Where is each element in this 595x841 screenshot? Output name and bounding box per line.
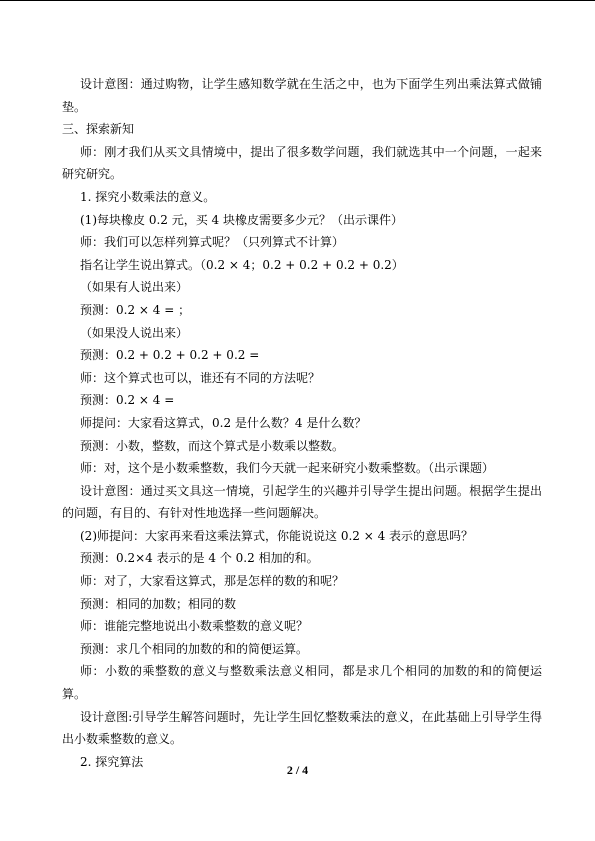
text-line: 师：我们可以怎样列算式呢？（只列算式不计算） bbox=[80, 235, 345, 250]
text-line: 1. 探究小数乘法的意义。 bbox=[80, 189, 216, 204]
page-number: 2 / 4 bbox=[286, 763, 309, 777]
text-line: 预测：相同的加数；相同的数 bbox=[80, 596, 237, 611]
text-line: 研究研究。 bbox=[62, 167, 123, 182]
text-line: 出小数乘整数的意义。 bbox=[62, 732, 183, 747]
text-line: 垫。 bbox=[62, 99, 87, 114]
text-line: 师：对了，大家看这算式，那是怎样的数的和呢？ bbox=[80, 574, 345, 589]
text-line: 师：刚才我们从买文具情境中，提出了很多数学问题，我们就选其中一个问题，一起来 bbox=[80, 144, 542, 159]
text-line: 预测：0.2×4 表示的是 4 个 0.2 相加的和。 bbox=[80, 551, 319, 566]
text-line: 师：小数的乘整数的意义与整数乘法意义相同，都是求几个相同的加数的和的简便运 bbox=[80, 664, 542, 679]
text-line: 算。 bbox=[62, 687, 87, 702]
text-line: 的问题，有目的、有针对性地选择一些问题解决。 bbox=[62, 506, 327, 521]
text-line: 设计意图：通过买文具这一情境，引起学生的兴趣并引导学生提出问题。根据学生提出 bbox=[80, 483, 542, 498]
text-line: 预测：0.2 × 4 = ； bbox=[80, 302, 191, 317]
text-line: 预测：求几个相同的加数的和的简便运算。 bbox=[80, 641, 309, 656]
document-body bbox=[62, 73, 542, 773]
text-line: (1)每块橡皮 0.2 元，买 4 块橡皮需要多少元？（出示课件） bbox=[80, 212, 403, 227]
text-line: （如果没人说出来） bbox=[80, 325, 189, 340]
text-line: 师：谁能完整地说出小数乘整数的意义呢？ bbox=[80, 619, 309, 634]
text-line: 设计意图：通过购物，让学生感知数学就在生活之中，也为下面学生列出乘法算式做铺 bbox=[80, 77, 542, 91]
text-line: （如果有人说出来） bbox=[80, 280, 189, 295]
text-line: 预测：小数，整数，而这个算式是小数乘以整数。 bbox=[80, 438, 345, 453]
text-line: 预测：0.2 × 4 = bbox=[80, 393, 175, 408]
text-line: 2. 探究算法 bbox=[80, 754, 144, 769]
text-line: 师：这个算式也可以，谁还有不同的方法呢？ bbox=[80, 370, 321, 385]
text-line: 三、探索新知 bbox=[62, 122, 135, 137]
text-line: (2)师提问：大家再来看这乘法算式，你能说说这 0.2 × 4 表示的意思吗？ bbox=[80, 528, 474, 543]
text-line: 师：对，这个是小数乘整数，我们今天就一起来研究小数乘整数。（出示课题） bbox=[80, 461, 495, 476]
page-top-border bbox=[0, 0, 595, 1]
text-line: 指名让学生说出算式。（0.2 × 4；0.2 + 0.2 + 0.2 + 0.2） bbox=[80, 257, 404, 272]
text-line: 预测：0.2 + 0.2 + 0.2 + 0.2 = bbox=[80, 348, 260, 363]
text-line: 设计意图:引导学生解答问题时，先让学生回忆整数乘法的意义，在此基础上引导学生得 bbox=[80, 709, 542, 724]
text-line: 师提问：大家看这算式，0.2 是什么数？4 是什么数？ bbox=[80, 415, 367, 430]
